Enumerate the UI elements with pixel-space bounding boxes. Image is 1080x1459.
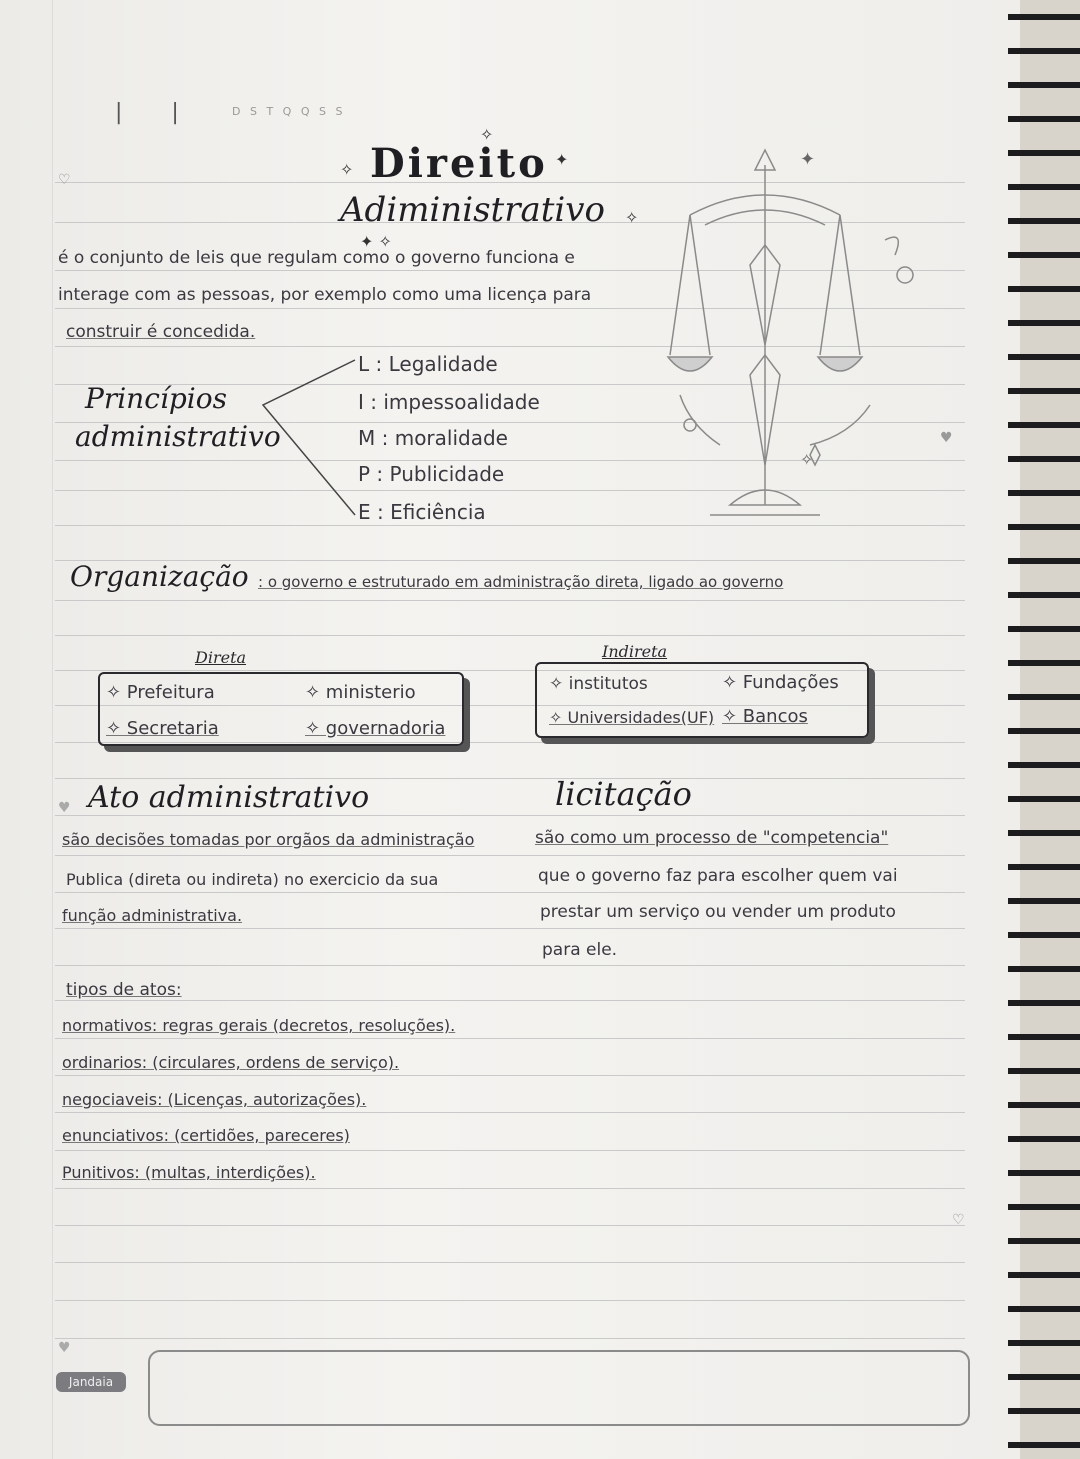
licitacao-line: para ele. [542, 940, 618, 960]
principio-item: L : Legalidade [358, 352, 498, 376]
direta-item: ✧ governadoria [305, 718, 446, 739]
indireta-label: Indireta [602, 642, 668, 661]
ruled-line [55, 635, 965, 636]
spiral-binding [1008, 0, 1080, 1459]
ruled-line [55, 1188, 965, 1189]
ruled-line [55, 1262, 965, 1263]
principio-item: P : Publicidade [358, 462, 505, 486]
ruled-line [55, 1225, 965, 1226]
sparkle-icon: ✦ ✧ [360, 232, 392, 251]
principios-heading: Princípios [85, 382, 227, 415]
indireta-item: ✧ Bancos [722, 706, 808, 727]
svg-text:✧: ✧ [800, 450, 814, 469]
principio-item: M : moralidade [358, 426, 508, 450]
ruled-line [55, 815, 965, 816]
licitacao-line: prestar um serviço ou vender um produto [540, 902, 896, 922]
ato-line: função administrativa. [62, 906, 243, 925]
principio-item: I : impessoalidade [358, 390, 540, 414]
ruled-line [55, 1038, 965, 1039]
organizacao-heading: Organização [70, 560, 249, 593]
sparkle-icon: ✧ [625, 208, 639, 227]
licitacao-heading: licitação [555, 775, 692, 813]
ruled-line [55, 1000, 965, 1001]
direta-item: ✧ ministerio [305, 682, 416, 703]
header-bars: | | [115, 100, 179, 125]
weekday-code-marks: D S T Q Q S S [232, 105, 346, 118]
ruled-line [55, 855, 965, 856]
ruled-line [55, 928, 965, 929]
intro-line: é o conjunto de leis que regulam como o governo funciona e [58, 248, 575, 268]
organizacao-text: : o governo e estruturado em administração direta, ligado ao governo [258, 573, 784, 591]
ruled-line [55, 778, 965, 779]
ruled-line [55, 965, 965, 966]
tipos-heading: tipos de atos: [66, 980, 182, 1000]
ruled-line [55, 892, 965, 893]
indireta-item: ✧ institutos [549, 674, 648, 694]
heart-icon: ♡ [952, 1212, 965, 1228]
intro-line: interage com as pessoas, por exemplo como uma licença para [58, 285, 592, 305]
direta-box [98, 672, 464, 746]
margin-line [52, 0, 53, 1459]
tipos-item: enunciativos: (certidões, pareceres) [62, 1126, 350, 1145]
bracket-lines [255, 355, 365, 525]
direta-item: ✧ Secretaria [106, 718, 219, 739]
footer-box [148, 1350, 970, 1426]
brand-logo: Jandaia [56, 1372, 126, 1392]
intro-line: construir é concedida. [66, 322, 256, 342]
ruled-line [55, 1150, 965, 1151]
heart-icon: ♥ [58, 800, 71, 816]
ruled-line [55, 1112, 965, 1113]
direta-item: ✧ Prefeitura [106, 682, 215, 703]
sparkle-icon: ✧ [340, 160, 354, 179]
svg-text:✦: ✦ [800, 149, 816, 170]
tipos-item: ordinarios: (circulares, ordens de serviço). [62, 1053, 400, 1072]
ruled-line [55, 600, 965, 601]
sparkle-icon: ✧ [480, 125, 494, 144]
tipos-item: normativos: regras gerais (decretos, resoluções). [62, 1016, 456, 1035]
principios-heading: administrativo [75, 420, 281, 453]
sparkle-icon: ✦ [555, 150, 569, 169]
direta-label: Direta [195, 648, 247, 667]
ruled-line [55, 1075, 965, 1076]
indireta-item: ✧ Universidades(UF) [549, 708, 715, 727]
page-title: Direito [370, 140, 548, 187]
licitacao-line: são como um processo de "competencia" [535, 828, 889, 848]
indireta-item: ✧ Fundações [722, 672, 839, 693]
heart-icon: ♡ [58, 172, 71, 188]
page-subtitle: Adiministrativo [340, 190, 605, 230]
principio-item: E : Eficiência [358, 500, 486, 524]
heart-icon: ♥ [58, 1340, 71, 1356]
ruled-line [55, 1300, 965, 1301]
ato-line: Publica (direta ou indireta) no exercicio da sua [66, 870, 439, 889]
ato-heading: Ato administrativo [88, 780, 370, 815]
heart-icon: ♥ [940, 430, 953, 446]
indireta-box [535, 662, 869, 738]
tipos-item: negociaveis: (Licenças, autorizações). [62, 1090, 367, 1109]
scales-of-justice-illustration [650, 145, 950, 530]
ato-line: são decisões tomadas por orgãos da administração [62, 830, 475, 849]
licitacao-line: que o governo faz para escolher quem vai [538, 866, 898, 886]
tipos-item: Punitivos: (multas, interdições). [62, 1163, 316, 1182]
ruled-line [55, 1338, 965, 1339]
